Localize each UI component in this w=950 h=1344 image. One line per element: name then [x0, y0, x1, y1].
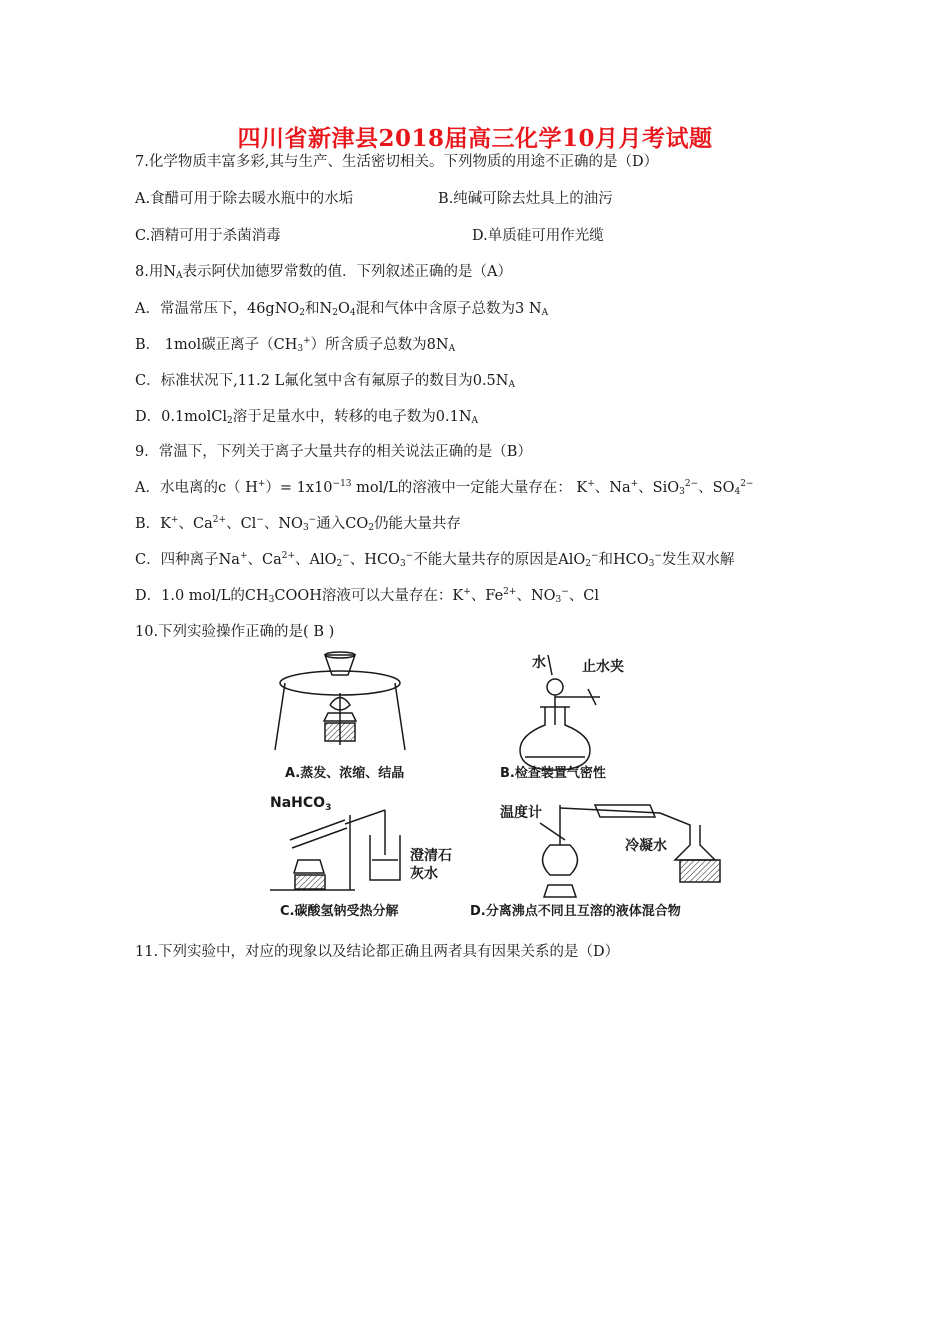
caption-a: A.蒸发、浓缩、结晶 — [285, 766, 405, 781]
airtightness-apparatus — [500, 654, 624, 781]
caption-c: C.碳酸氢钠受热分解 — [280, 904, 399, 919]
label-thermometer: 温度计 — [500, 805, 542, 821]
label-limewater-2: 灰水 — [410, 866, 438, 882]
question-9-option-d: D．1.0 mol/L的$CH_3COOH$溶液可以大量存在：K+、$Fe^{2+}$、$NO_3^-$、Cl — [135, 587, 600, 605]
evaporation-apparatus — [275, 652, 405, 781]
question-7-option-d: D.单质硅可用作光缆 — [472, 228, 604, 244]
question-7-stem: 7.化学物质丰富多彩,其与生产、生活密切相关。下列物质的用途不正确的是（D） — [135, 154, 659, 170]
label-limewater-1: 澄清石 — [410, 848, 452, 864]
label-condenser-water: 冷凝水 — [625, 838, 667, 854]
apparatus-figure — [270, 645, 740, 925]
question-8-option-b: B． 1mol碳正离子$(CH_3^+)$所含质子总数为$8N_A$ — [135, 336, 456, 354]
question-9-option-a: A．水电离的c（ $H^+)= 1x10^{-13}$ mol/L的溶液中一定能大量存在： K+、Na+、SiO$_3^{2-}$、$SO_4^{2-}$ — [135, 479, 754, 497]
question-7-option-b: B.纯碱可除去灶具上的油污 — [438, 191, 613, 207]
label-nahco3: NaHCO$_3$ — [270, 795, 332, 813]
question-8-option-a: A．常温常压下，46gNO$_2$和$N_2O_4$混和气体中含原子总数为3 $N_A$ — [135, 301, 549, 318]
question-11-stem: 11.下列实验中，对应的现象以及结论都正确且两者具有因果关系的是（D） — [135, 944, 620, 960]
question-8-option-c: C．标准状况下,11.2 L氟化氢中含有氟原子的数目为$0.5N_A$ — [135, 373, 515, 390]
decomposition-apparatus — [270, 795, 452, 919]
question-7-option-c: C.酒精可用于杀菌消毒 — [135, 228, 281, 244]
question-9-option-b: B．K+、$Ca^{2+}$、Cl−、$NO_3^-$通入$CO_2$仍能大量共存 — [135, 515, 461, 533]
question-9-stem: 9．常温下，下列关于离子大量共存的相关说法正确的是（B） — [135, 444, 532, 460]
label-clamp: 止水夹 — [582, 659, 624, 675]
caption-b: B.检查装置气密性 — [500, 766, 606, 781]
question-10-stem: 10.下列实验操作正确的是( B ) — [135, 624, 335, 640]
label-water: 水 — [532, 655, 546, 671]
distillation-apparatus — [470, 804, 720, 919]
question-7-option-a: A.食醋可用于除去暖水瓶中的水垢 — [135, 191, 354, 207]
question-8-stem: 8.用$N_A$表示阿伏加德罗常数的值．下列叙述正确的是（A） — [135, 264, 513, 281]
caption-d: D.分离沸点不同且互溶的液体混合物 — [470, 904, 681, 919]
page-title: 四川省新津县2018届高三化学10月月考试题 — [237, 125, 713, 152]
question-8-option-d: D．0.1molCl$_2$溶于足量水中，转移的电子数为$0.1N_A$ — [135, 409, 479, 426]
question-9-option-c: C．四种离子Na+、$Ca^{2+}$、AlO$_2$−、$HCO_3^-$不能大量共存的原因是AlO$_2$−和$HCO_3^-$发生双水解 — [135, 551, 735, 569]
